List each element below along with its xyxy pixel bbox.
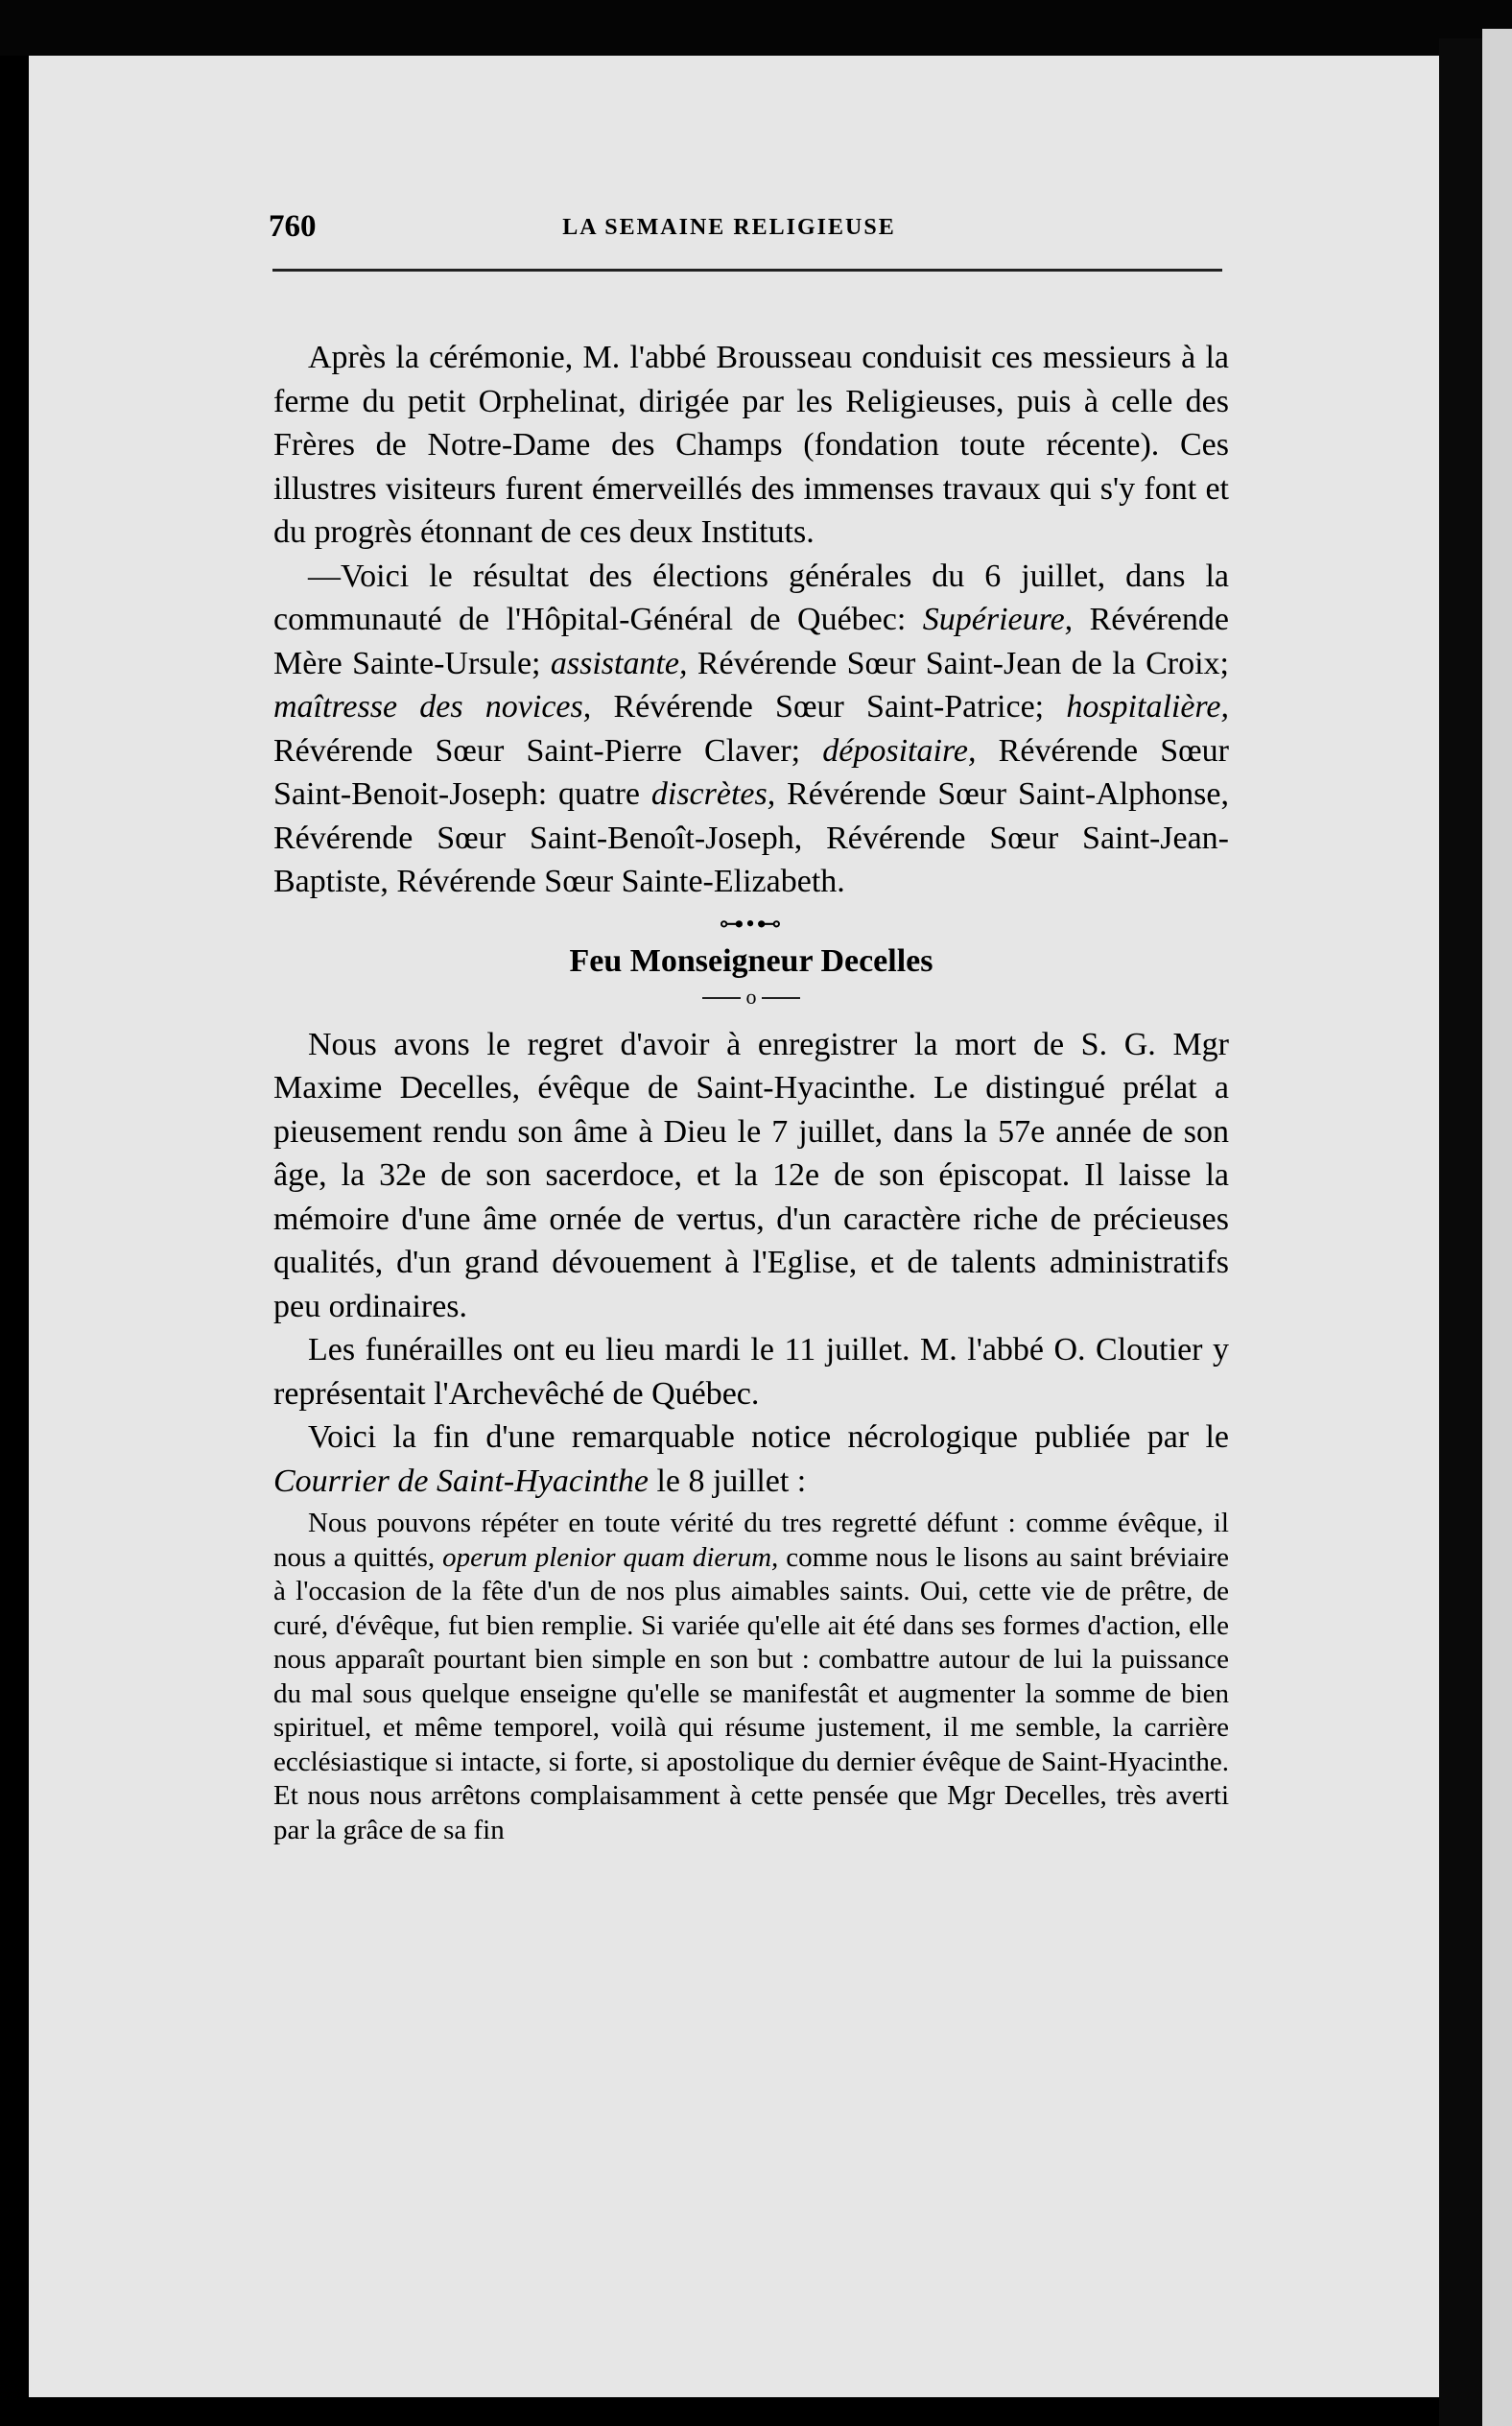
binding-gutter xyxy=(1439,38,1482,2426)
section-heading: Feu Monseigneur Decelles xyxy=(569,942,933,979)
page-header xyxy=(240,209,1218,257)
paragraph-funeral: Les funérailles ont eu lieu mardi le 11 juillet. M. l'abbé O. Cloutier y représentait l'Archevêché de Québec. xyxy=(273,1332,1229,1412)
next-page-edge xyxy=(1482,29,1512,2426)
scan-border-top xyxy=(0,0,1512,56)
quoted-notice: Nous pouvons répéter en toute vérité du tres regretté défunt : comme évêque, il nous a quittés, operum plenior quam dierum, comme nous le lisons au saint bréviaire à l'occasion de la fête d'un de nos plus aimables saints. Oui, cette vie de prêtre, de curé, d'évêque, fut bien remplie. Si variée qu'elle ait été dans ses formes d'action, elle nous apparaît pourtant bien simple en son but : combattre autour de lui la puissance du mal sous quelque enseigne qu'elle se manifestât et augmenter la somme de bien spirituel, et même temporel, voilà qui résume justement, il me semble, la carrière ecclésiastique si intacte, si forte, si apostolique du dernier évêque de Saint-Hyacinthe. Et nous nous arrêtons complaisamment à cette pensée que Mgr Decelles, très averti par la grâce de sa fin xyxy=(273,1508,1229,1845)
running-title: LA SEMAINE RELIGIEUSE xyxy=(562,215,896,240)
body-text xyxy=(273,336,1229,1847)
paragraph-ceremony: Après la cérémonie, M. l'abbé Brousseau conduisit ces messieurs à la ferme du petit Orphelinat, dirigée par les Religieuses, puis à celle des Frères de Notre-Dame des Champs (fondation toute récente). Ces illustres visiteurs furent émerveillés des immenses travaux qui s'y font et du progrès étonnant de ces deux Instituts. xyxy=(273,340,1229,550)
header-rule xyxy=(272,269,1222,272)
heading-separator: o xyxy=(273,983,1229,1011)
paragraph-notice-intro: Voici la fin d'une remarquable notice nécrologique publiée par le Courrier de Saint-Hyacinthe le 8 juillet : xyxy=(273,1419,1229,1499)
paragraph-elections: —Voici le résultat des élections générales du 6 juillet, dans la communauté de l'Hôpital-Général de Québec: Supérieure, Révérende Mère Sainte-Ursule; assistante, Révérende Sœur Saint-Jean de la Croix; maîtresse des novices, Révérende Sœur Saint-Patrice; hospitalière, Révérende Sœur Saint-Pierre Claver; dépositaire, Révérende Sœur Saint-Benoit-Joseph: quatre discrètes, Révérende Sœur Saint-Alphonse, Révérende Sœur Saint-Benoît-Joseph, Révérende Sœur Saint-Jean-Baptiste, Révérende Sœur Sainte-Elizabeth. xyxy=(273,558,1229,899)
paragraph-death-notice: Nous avons le regret d'avoir à enregistrer la mort de S. G. Mgr Maxime Decelles, évêque de Saint-Hyacinthe. Le distingué prélat a pieusement rendu son âme à Dieu le 7 juillet, dans la 57e année de son âge, la 32e de son sacerdoce, et la 12e de son épiscopat. Il laisse la mémoire d'une âme ornée de vertus, d'un caractère riche de précieuses qualités, d'un grand dévouement à l'Eglise, et de talents administratifs peu ordinaires. xyxy=(273,1026,1229,1324)
ornament-divider: ⊶•⊷ xyxy=(719,909,784,938)
page-number: 760 xyxy=(269,209,317,244)
